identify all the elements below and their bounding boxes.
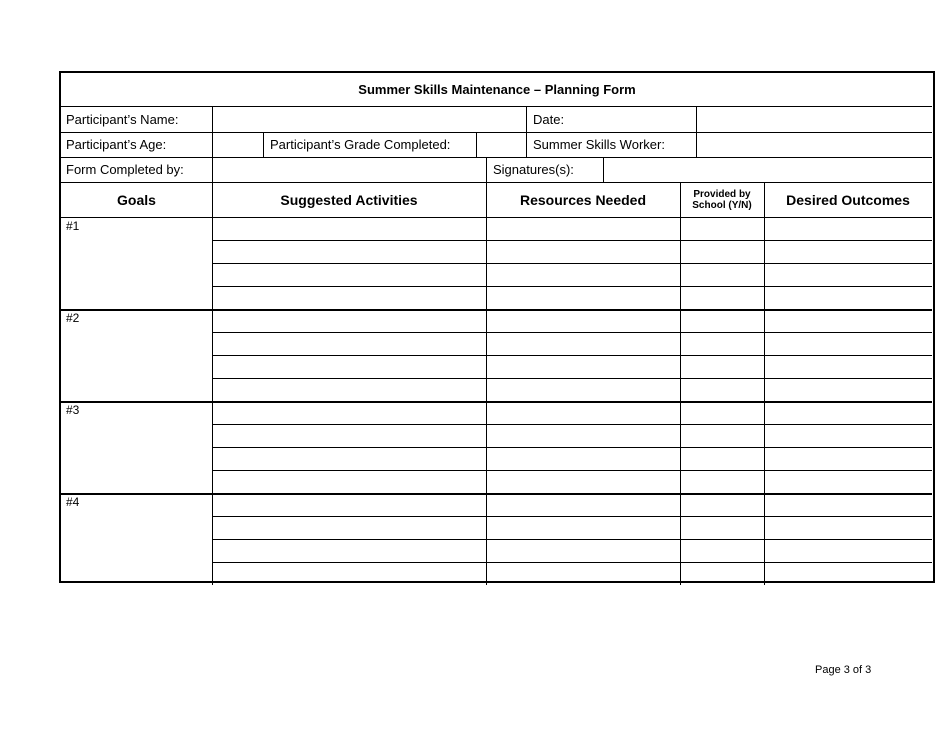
divider (212, 263, 932, 264)
divider (486, 182, 487, 585)
completed-by-label: Form Completed by: (66, 162, 184, 177)
divider (526, 132, 527, 157)
divider (764, 182, 765, 585)
divider (61, 309, 932, 311)
divider (212, 378, 932, 379)
planning-form (59, 71, 935, 583)
divider (486, 157, 487, 182)
divider (212, 332, 932, 333)
goal-label-1: #1 (66, 219, 80, 233)
goal-label-2: #2 (66, 311, 80, 325)
goal-label-4: #4 (66, 495, 80, 509)
divider (212, 240, 932, 241)
grade-completed-label: Participant’s Grade Completed: (270, 137, 451, 152)
divider (61, 132, 932, 133)
column-header-resources: Resources Needed (519, 192, 647, 208)
participant-age-label: Participant’s Age: (66, 137, 167, 152)
divider (212, 286, 932, 287)
column-header-provided-line1: Provided by (693, 189, 751, 200)
divider (680, 182, 681, 585)
form-title: Summer Skills Maintenance – Planning Form (358, 82, 636, 97)
divider (212, 447, 932, 448)
date-label: Date: (533, 112, 565, 127)
divider (61, 217, 932, 218)
column-header-provided (680, 189, 764, 211)
divider (526, 106, 527, 132)
divider (61, 157, 932, 158)
column-header-outcomes: Desired Outcomes (786, 192, 910, 208)
divider (212, 539, 932, 540)
divider (61, 106, 932, 107)
signatures-label: Signatures(s): (493, 162, 574, 177)
divider (263, 132, 264, 157)
divider (61, 401, 932, 403)
page-number: Page 3 of 3 (815, 664, 872, 676)
goal-label-3: #3 (66, 403, 80, 417)
participant-name-label: Participant’s Name: (66, 112, 179, 127)
divider (212, 424, 932, 425)
divider (476, 132, 477, 157)
column-header-provided-line2: School (Y/N) (692, 200, 752, 211)
column-header-activities: Suggested Activities (280, 192, 418, 208)
skills-worker-label: Summer Skills Worker: (533, 137, 665, 152)
divider (696, 106, 697, 157)
divider (61, 493, 932, 495)
divider (61, 182, 932, 183)
divider (212, 355, 932, 356)
divider (603, 157, 604, 182)
divider (212, 516, 932, 517)
column-header-goals: Goals (117, 192, 156, 208)
divider (212, 470, 932, 471)
divider (212, 182, 213, 585)
divider (212, 562, 932, 563)
